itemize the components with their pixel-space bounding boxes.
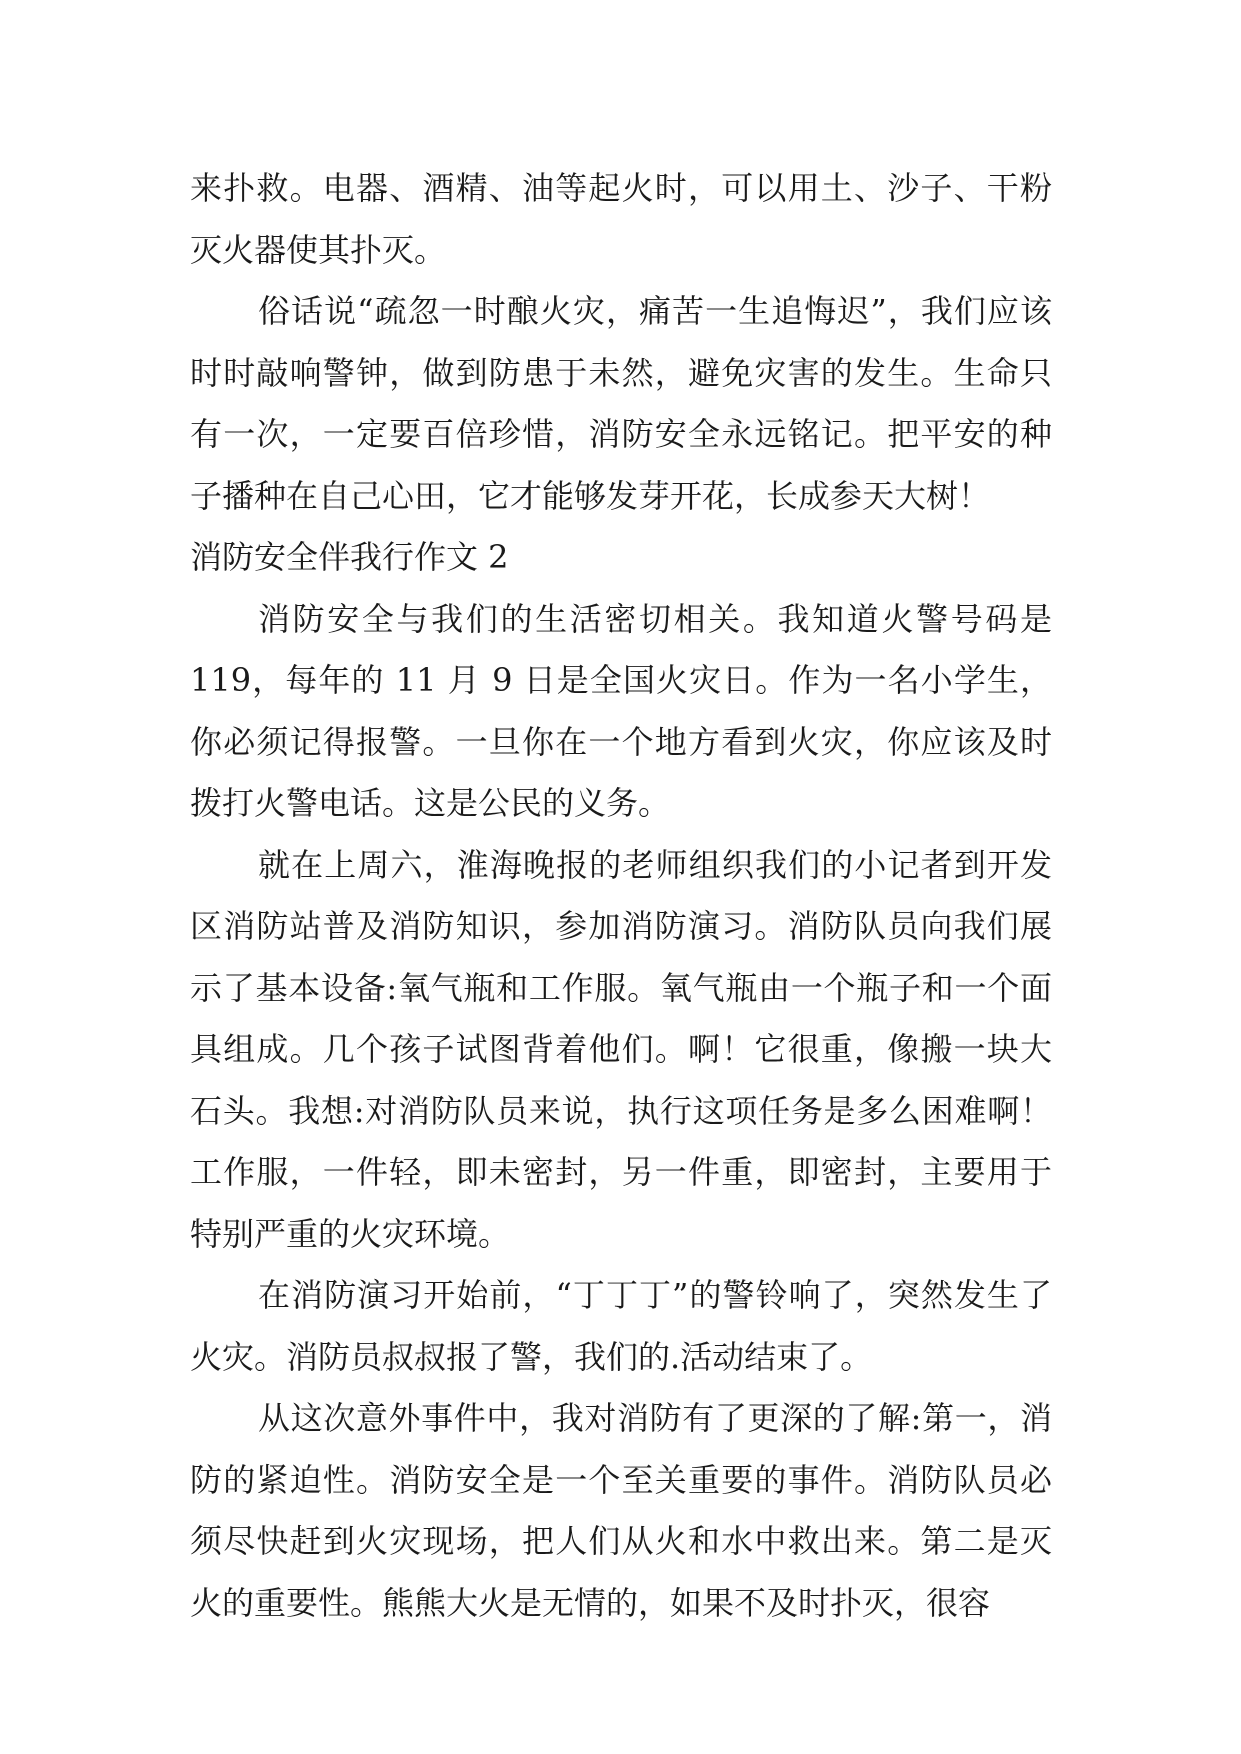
essay-title: 消防安全伴我行作文 2 xyxy=(190,538,509,576)
paragraph-fire-station-visit: 就在上周六，淮海晚报的老师组织我们的小记者到开发区消防站普及消防知识，参加消防演习。消防队员向我们展示了基本设备:氧气瓶和工作服。氧气瓶由一个瓶子和一个面具组成。几个孩子试图背着他们。啊！它很重，像搬一块大石头。我想:对消防队员来说，执行这项任务是多么困难啊！工作服，一件轻，即未密封，另一件重，即密封，主要用于特别严重的火灾环境。 xyxy=(190,845,1052,1253)
document-body xyxy=(190,158,1052,1634)
paragraph-drill-alarm: 在消防演习开始前，“丁丁丁”的警铃响了，突然发生了火灾。消防员叔叔报了警，我们的.活动结束了。 xyxy=(190,1276,1052,1376)
paragraph-continuation: 来扑救。电器、酒精、油等起火时，可以用土、沙子、干粉灭火器使其扑灭。 xyxy=(190,169,1052,269)
paragraph-proverb: 俗话说“疏忽一时酿火灾，痛苦一生追悔迟”，我们应该时时敲响警钟，做到防患于未然，避免灾害的发生。生命只有一次，一定要百倍珍惜，消防安全永远铭记。把平安的种子播种在自己心田，它才能够发芽开花，长成参天大树！ xyxy=(190,292,1052,515)
paragraph-fire-number: 消防安全与我们的生活密切相关。我知道火警号码是119，每年的 11 月 9 日是全国火灾日。作为一名小学生，你必须记得报警。一旦你在一个地方看到火灾，你应该及时拨打火警电话。这是公民的义务。 xyxy=(190,599,1052,822)
paragraph-reflection: 从这次意外事件中，我对消防有了更深的了解:第一，消防的紧迫性。消防安全是一个至关重要的事件。消防队员必须尽快赶到火灾现场，把人们从火和水中救出来。第二是灭火的重要性。熊熊大火是无情的，如果不及时扑灭，很容 xyxy=(190,1399,1052,1622)
